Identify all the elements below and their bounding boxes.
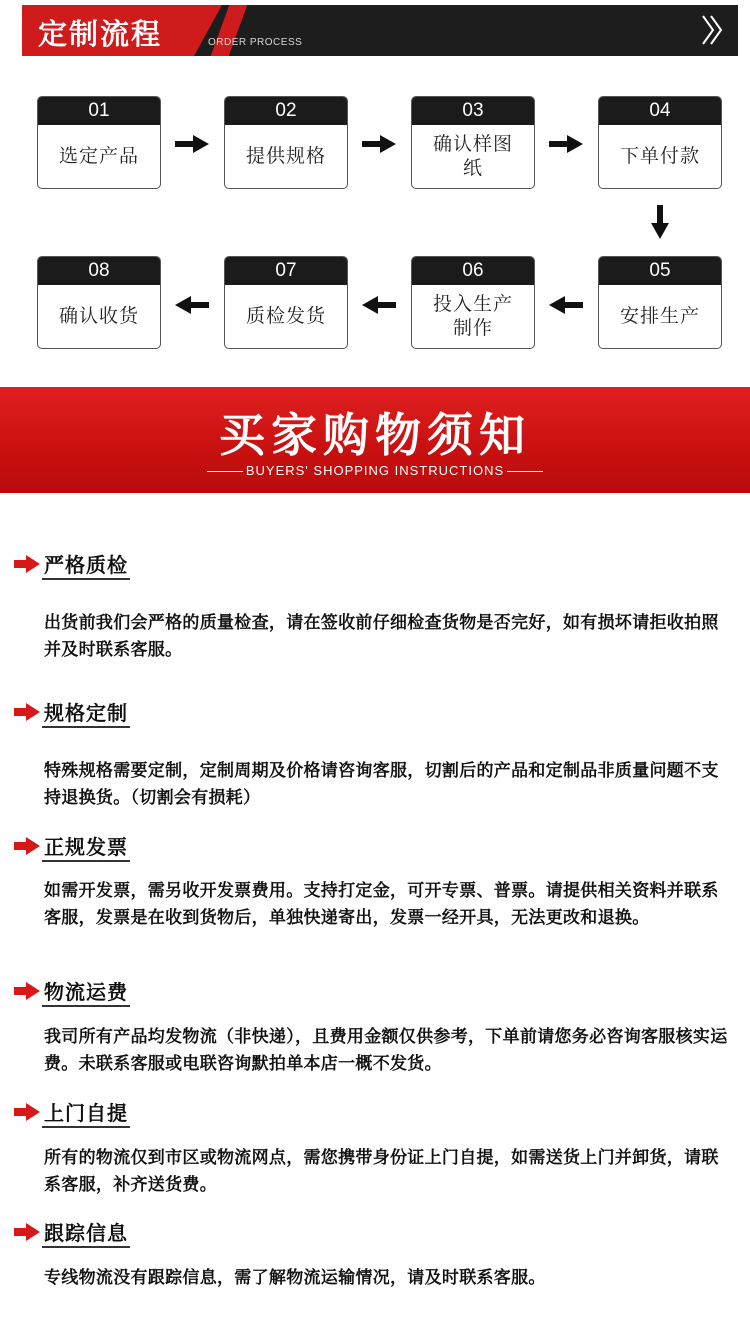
step-03 — [411, 96, 535, 189]
process-header — [22, 5, 738, 56]
shopping-instructions-banner — [0, 387, 750, 493]
step-number: 04 — [599, 97, 721, 125]
section-title: 物流运费 — [44, 980, 128, 1004]
step-number: 08 — [38, 257, 160, 285]
arrow-right-icon — [175, 135, 209, 153]
section-underline — [42, 726, 130, 728]
arrow-left-icon — [549, 296, 583, 314]
section-underline — [42, 860, 130, 862]
banner-divider-right — [507, 471, 543, 472]
red-arrow-icon — [14, 703, 42, 721]
section-body: 我司所有产品均发物流（非快递），且费用金额仅供参考，下单前请您务必咨询客服核实运费。未联系客服或电联咨询默拍单本店一概不发货。 — [44, 1027, 728, 1074]
section-underline — [42, 1126, 130, 1128]
section-title: 规格定制 — [44, 701, 128, 725]
step-number: 02 — [225, 97, 347, 125]
step-number: 06 — [412, 257, 534, 285]
arrow-right-icon — [549, 135, 583, 153]
section-title: 正规发票 — [44, 835, 128, 859]
step-label: 选定产品 — [58, 145, 139, 167]
step-label: 确认收货 — [58, 305, 139, 327]
step-number: 03 — [412, 97, 534, 125]
step-label: 提供规格 — [245, 145, 326, 167]
section-body: 特殊规格需要定制，定制周期及价格请咨询客服，切割后的产品和定制品非质量问题不支持退换货。（切割会有损耗） — [44, 761, 719, 808]
step-number: 07 — [225, 257, 347, 285]
arrow-right-icon — [362, 135, 396, 153]
arrow-down-icon — [651, 205, 669, 239]
section-title: 跟踪信息 — [44, 1221, 128, 1245]
section-title: 严格质检 — [44, 553, 128, 577]
section-underline — [42, 1005, 130, 1007]
red-arrow-icon — [14, 555, 42, 573]
step-number: 01 — [38, 97, 160, 125]
step-04 — [598, 96, 722, 189]
red-arrow-icon — [14, 1223, 42, 1241]
step-label: 确认样图纸 — [432, 133, 513, 179]
double-chevron-right-icon — [700, 12, 726, 48]
step-number: 05 — [599, 257, 721, 285]
step-06 — [411, 256, 535, 349]
section-body: 如需开发票，需另收开发票费用。支持打定金，可开专票、普票。请提供相关资料并联系客服，发票是在收到货物后，单独快递寄出，发票一经开具，无法更改和退换。 — [44, 881, 719, 928]
step-01 — [37, 96, 161, 189]
step-07 — [224, 256, 348, 349]
section-body: 出货前我们会严格的质量检查，请在签收前仔细检查货物是否完好，如有损坏请拒收拍照并及时联系客服。 — [44, 613, 719, 660]
header-subtitle: ORDER PROCESS — [208, 37, 303, 48]
arrow-left-icon — [175, 296, 209, 314]
section-title: 上门自提 — [44, 1101, 128, 1125]
section-body: 专线物流没有跟踪信息，需了解物流运输情况，请及时联系客服。 — [44, 1268, 546, 1288]
header-title: 定制流程 — [38, 17, 163, 51]
step-label: 安排生产 — [619, 305, 700, 327]
step-label: 下单付款 — [619, 145, 700, 167]
section-underline — [42, 578, 130, 580]
banner-title: 买家购物须知 — [219, 408, 531, 462]
section-body: 所有的物流仅到市区或物流网点，需您携带身份证上门自提，如需送货上门并卸货，请联系客服，补齐送货费。 — [44, 1148, 719, 1195]
arrow-left-icon — [362, 296, 396, 314]
step-05 — [598, 256, 722, 349]
step-02 — [224, 96, 348, 189]
red-arrow-icon — [14, 837, 42, 855]
step-08 — [37, 256, 161, 349]
banner-subtitle: BUYERS' SHOPPING INSTRUCTIONS — [245, 463, 505, 478]
step-label: 投入生产制作 — [432, 293, 513, 339]
section-underline — [42, 1246, 130, 1248]
red-arrow-icon — [14, 982, 42, 1000]
red-arrow-icon — [14, 1103, 42, 1121]
step-label: 质检发货 — [245, 305, 326, 327]
